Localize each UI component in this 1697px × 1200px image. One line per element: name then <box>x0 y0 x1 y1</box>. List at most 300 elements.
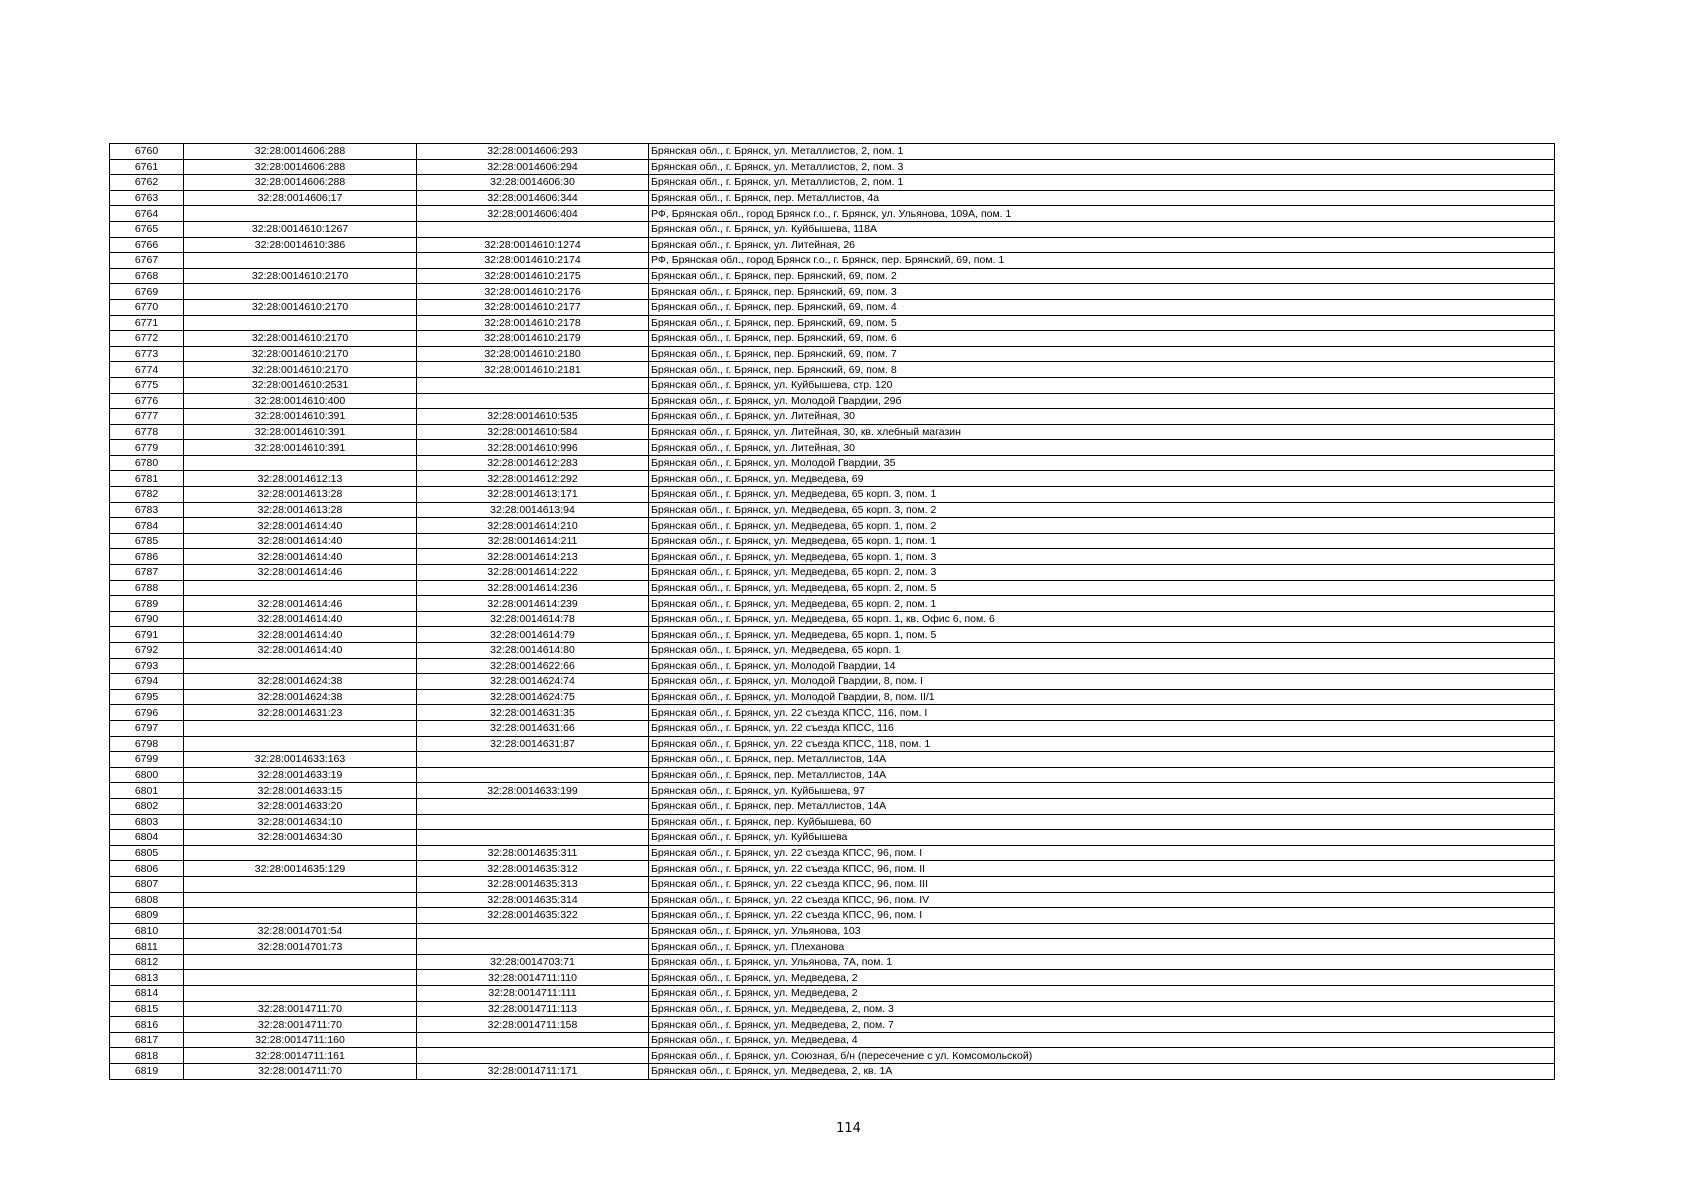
parent-cadastral-number-cell: 32:28:0014701:73 <box>184 939 417 955</box>
address-cell: Брянская обл., г. Брянск, ул. Медведева, 65 корп. 1 <box>649 643 1555 659</box>
table-row <box>110 299 1555 315</box>
table-row <box>110 720 1555 736</box>
cadastral-number-cell <box>417 814 649 830</box>
address-cell: Брянская обл., г. Брянск, ул. Медведева, 2, кв. 1А <box>649 1064 1555 1080</box>
parent-cadastral-number-cell: 32:28:0014624:38 <box>184 674 417 690</box>
row-number-cell: 6789 <box>110 596 184 612</box>
address-cell: Брянская обл., г. Брянск, ул. Медведева, 2 <box>649 986 1555 1002</box>
table-row <box>110 798 1555 814</box>
parent-cadastral-number-cell: 32:28:0014610:2170 <box>184 346 417 362</box>
table-row <box>110 159 1555 175</box>
row-number-cell: 6795 <box>110 689 184 705</box>
table-row <box>110 424 1555 440</box>
cadastral-number-cell: 32:28:0014631:35 <box>417 705 649 721</box>
table-row <box>110 346 1555 362</box>
table-row <box>110 908 1555 924</box>
row-number-cell: 6818 <box>110 1048 184 1064</box>
cadastral-number-cell: 32:28:0014610:2179 <box>417 331 649 347</box>
cadastral-number-cell <box>417 377 649 393</box>
row-number-cell: 6761 <box>110 159 184 175</box>
row-number-cell: 6807 <box>110 876 184 892</box>
cadastral-number-cell <box>417 1032 649 1048</box>
parent-cadastral-number-cell: 32:28:0014610:2170 <box>184 331 417 347</box>
table-row <box>110 549 1555 565</box>
address-cell: Брянская обл., г. Брянск, ул. Молодой Гвардии, 14 <box>649 658 1555 674</box>
cadastral-number-cell: 32:28:0014614:210 <box>417 518 649 534</box>
cadastral-number-cell: 32:28:0014635:313 <box>417 876 649 892</box>
address-cell: Брянская обл., г. Брянск, ул. 22 съезда КПСС, 116 <box>649 720 1555 736</box>
address-cell: Брянская обл., г. Брянск, ул. Медведева, 65 корп. 2, пом. 5 <box>649 580 1555 596</box>
table-row <box>110 596 1555 612</box>
cadastral-number-cell: 32:28:0014711:113 <box>417 1001 649 1017</box>
row-number-cell: 6786 <box>110 549 184 565</box>
address-cell: РФ, Брянская обл., город Брянск г.о., г. Брянск, пер. Брянский, 69, пом. 1 <box>649 253 1555 269</box>
row-number-cell: 6760 <box>110 144 184 160</box>
cadastral-number-cell: 32:28:0014614:222 <box>417 565 649 581</box>
address-cell: Брянская обл., г. Брянск, ул. Медведева, 65 корп. 3, пом. 2 <box>649 502 1555 518</box>
row-number-cell: 6809 <box>110 908 184 924</box>
cadastral-number-cell: 32:28:0014610:2181 <box>417 362 649 378</box>
parent-cadastral-number-cell: 32:28:0014610:391 <box>184 440 417 456</box>
parent-cadastral-number-cell: 32:28:0014711:70 <box>184 1064 417 1080</box>
row-number-cell: 6794 <box>110 674 184 690</box>
cadastral-number-cell: 32:28:0014610:996 <box>417 440 649 456</box>
cadastral-objects-table <box>109 143 1555 1080</box>
cadastral-number-cell <box>417 767 649 783</box>
parent-cadastral-number-cell: 32:28:0014614:40 <box>184 533 417 549</box>
cadastral-number-cell: 32:28:0014610:2177 <box>417 299 649 315</box>
row-number-cell: 6788 <box>110 580 184 596</box>
address-cell: Брянская обл., г. Брянск, ул. Медведева, 2, пом. 3 <box>649 1001 1555 1017</box>
cadastral-number-cell: 32:28:0014612:292 <box>417 471 649 487</box>
cadastral-number-cell: 32:28:0014624:74 <box>417 674 649 690</box>
parent-cadastral-number-cell: 32:28:0014614:40 <box>184 611 417 627</box>
table-row <box>110 206 1555 222</box>
row-number-cell: 6792 <box>110 643 184 659</box>
row-number-cell: 6781 <box>110 471 184 487</box>
table-row <box>110 861 1555 877</box>
table-row <box>110 627 1555 643</box>
row-number-cell: 6800 <box>110 767 184 783</box>
address-cell: Брянская обл., г. Брянск, пер. Брянский, 69, пом. 4 <box>649 299 1555 315</box>
parent-cadastral-number-cell: 32:28:0014634:30 <box>184 830 417 846</box>
address-cell: Брянская обл., г. Брянск, ул. Металлистов, 2, пом. 1 <box>649 144 1555 160</box>
row-number-cell: 6784 <box>110 518 184 534</box>
cadastral-number-cell: 32:28:0014606:404 <box>417 206 649 222</box>
row-number-cell: 6787 <box>110 565 184 581</box>
cadastral-number-cell <box>417 798 649 814</box>
table-row <box>110 845 1555 861</box>
table-row <box>110 1017 1555 1033</box>
cadastral-number-cell: 32:28:0014610:2176 <box>417 284 649 300</box>
cadastral-number-cell: 32:28:0014635:322 <box>417 908 649 924</box>
address-cell: Брянская обл., г. Брянск, ул. Металлистов, 2, пом. 1 <box>649 175 1555 191</box>
cadastral-number-cell: 32:28:0014614:236 <box>417 580 649 596</box>
row-number-cell: 6798 <box>110 736 184 752</box>
address-cell: Брянская обл., г. Брянск, пер. Брянский, 69, пом. 3 <box>649 284 1555 300</box>
parent-cadastral-number-cell <box>184 253 417 269</box>
address-cell: Брянская обл., г. Брянск, ул. 22 съезда КПСС, 96, пом. III <box>649 876 1555 892</box>
table-row <box>110 284 1555 300</box>
address-cell: Брянская обл., г. Брянск, ул. Ульянова, 103 <box>649 923 1555 939</box>
table-row <box>110 315 1555 331</box>
address-cell: Брянская обл., г. Брянск, пер. Брянский, 69, пом. 7 <box>649 346 1555 362</box>
parent-cadastral-number-cell: 32:28:0014614:46 <box>184 565 417 581</box>
cadastral-number-cell: 32:28:0014635:311 <box>417 845 649 861</box>
parent-cadastral-number-cell <box>184 720 417 736</box>
table-row <box>110 440 1555 456</box>
parent-cadastral-number-cell: 32:28:0014610:2170 <box>184 299 417 315</box>
table-row <box>110 674 1555 690</box>
table-row <box>110 471 1555 487</box>
address-cell: Брянская обл., г. Брянск, ул. 22 съезда КПСС, 96, пом. I <box>649 908 1555 924</box>
row-number-cell: 6770 <box>110 299 184 315</box>
parent-cadastral-number-cell: 32:28:0014606:17 <box>184 190 417 206</box>
cadastral-number-cell: 32:28:0014633:199 <box>417 783 649 799</box>
cadastral-number-cell: 32:28:0014631:66 <box>417 720 649 736</box>
parent-cadastral-number-cell: 32:28:0014612:13 <box>184 471 417 487</box>
cadastral-number-cell: 32:28:0014711:158 <box>417 1017 649 1033</box>
cadastral-number-cell: 32:28:0014614:80 <box>417 643 649 659</box>
address-cell: Брянская обл., г. Брянск, ул. Литейная, 26 <box>649 237 1555 253</box>
table-row <box>110 954 1555 970</box>
address-cell: Брянская обл., г. Брянск, ул. Металлистов, 2, пом. 3 <box>649 159 1555 175</box>
row-number-cell: 6803 <box>110 814 184 830</box>
address-cell: Брянская обл., г. Брянск, ул. Куйбышева <box>649 830 1555 846</box>
address-cell: Брянская обл., г. Брянск, ул. Медведева, 65 корп. 1, пом. 5 <box>649 627 1555 643</box>
address-cell: Брянская обл., г. Брянск, ул. Куйбышева, стр. 120 <box>649 377 1555 393</box>
parent-cadastral-number-cell: 32:28:0014610:391 <box>184 409 417 425</box>
table-row <box>110 767 1555 783</box>
table-row <box>110 580 1555 596</box>
row-number-cell: 6778 <box>110 424 184 440</box>
row-number-cell: 6816 <box>110 1017 184 1033</box>
parent-cadastral-number-cell: 32:28:0014711:161 <box>184 1048 417 1064</box>
row-number-cell: 6763 <box>110 190 184 206</box>
row-number-cell: 6777 <box>110 409 184 425</box>
address-cell: Брянская обл., г. Брянск, ул. Ульянова, 7А, пом. 1 <box>649 954 1555 970</box>
address-cell: Брянская обл., г. Брянск, ул. Медведева, 65 корп. 2, пом. 3 <box>649 565 1555 581</box>
cadastral-number-cell <box>417 393 649 409</box>
cadastral-number-cell: 32:28:0014610:2178 <box>417 315 649 331</box>
parent-cadastral-number-cell: 32:28:0014711:160 <box>184 1032 417 1048</box>
table-row <box>110 643 1555 659</box>
parent-cadastral-number-cell: 32:28:0014613:28 <box>184 502 417 518</box>
table-row <box>110 970 1555 986</box>
row-number-cell: 6812 <box>110 954 184 970</box>
table-row <box>110 814 1555 830</box>
parent-cadastral-number-cell: 32:28:0014633:15 <box>184 783 417 799</box>
address-cell: Брянская обл., г. Брянск, ул. 22 съезда КПСС, 116, пом. I <box>649 705 1555 721</box>
table-row <box>110 658 1555 674</box>
address-cell: Брянская обл., г. Брянск, ул. Медведева, 2, пом. 7 <box>649 1017 1555 1033</box>
table-row <box>110 331 1555 347</box>
row-number-cell: 6817 <box>110 1032 184 1048</box>
parent-cadastral-number-cell <box>184 736 417 752</box>
parent-cadastral-number-cell <box>184 206 417 222</box>
cadastral-number-cell: 32:28:0014711:110 <box>417 970 649 986</box>
row-number-cell: 6801 <box>110 783 184 799</box>
parent-cadastral-number-cell: 32:28:0014606:288 <box>184 144 417 160</box>
row-number-cell: 6783 <box>110 502 184 518</box>
parent-cadastral-number-cell <box>184 876 417 892</box>
row-number-cell: 6785 <box>110 533 184 549</box>
address-cell: Брянская обл., г. Брянск, ул. Куйбышева, 118А <box>649 221 1555 237</box>
cadastral-number-cell: 32:28:0014612:283 <box>417 455 649 471</box>
table-row <box>110 362 1555 378</box>
table-row <box>110 393 1555 409</box>
table-row <box>110 565 1555 581</box>
parent-cadastral-number-cell <box>184 970 417 986</box>
row-number-cell: 6766 <box>110 237 184 253</box>
table-row <box>110 518 1555 534</box>
parent-cadastral-number-cell: 32:28:0014614:40 <box>184 643 417 659</box>
parent-cadastral-number-cell: 32:28:0014610:2170 <box>184 362 417 378</box>
row-number-cell: 6775 <box>110 377 184 393</box>
parent-cadastral-number-cell: 32:28:0014711:70 <box>184 1001 417 1017</box>
row-number-cell: 6808 <box>110 892 184 908</box>
parent-cadastral-number-cell <box>184 845 417 861</box>
address-cell: Брянская обл., г. Брянск, ул. Куйбышева, 97 <box>649 783 1555 799</box>
row-number-cell: 6768 <box>110 268 184 284</box>
address-cell: Брянская обл., г. Брянск, ул. Медведева, 65 корп. 1, пом. 2 <box>649 518 1555 534</box>
address-cell: Брянская обл., г. Брянск, ул. Медведева, 65 корп. 2, пом. 1 <box>649 596 1555 612</box>
address-cell: Брянская обл., г. Брянск, ул. Медведева, 65 корп. 1, пом. 1 <box>649 533 1555 549</box>
table-row <box>110 1048 1555 1064</box>
address-cell: Брянская обл., г. Брянск, ул. 22 съезда КПСС, 96, пом. II <box>649 861 1555 877</box>
row-number-cell: 6806 <box>110 861 184 877</box>
table-row <box>110 752 1555 768</box>
address-cell: Брянская обл., г. Брянск, ул. Медведева, 69 <box>649 471 1555 487</box>
address-cell: Брянская обл., г. Брянск, ул. Молодой Гвардии, 8, пом. II/1 <box>649 689 1555 705</box>
parent-cadastral-number-cell <box>184 986 417 1002</box>
table-row <box>110 144 1555 160</box>
address-cell: Брянская обл., г. Брянск, пер. Металлистов, 14А <box>649 798 1555 814</box>
parent-cadastral-number-cell <box>184 892 417 908</box>
address-cell: Брянская обл., г. Брянск, ул. Молодой Гвардии, 29б <box>649 393 1555 409</box>
row-number-cell: 6772 <box>110 331 184 347</box>
address-cell: Брянская обл., г. Брянск, ул. Медведева, 65 корп. 1, кв. Офис 6, пом. 6 <box>649 611 1555 627</box>
cadastral-number-cell: 32:28:0014703:71 <box>417 954 649 970</box>
cadastral-number-cell <box>417 830 649 846</box>
parent-cadastral-number-cell: 32:28:0014631:23 <box>184 705 417 721</box>
parent-cadastral-number-cell: 32:28:0014610:386 <box>184 237 417 253</box>
cadastral-number-cell: 32:28:0014606:30 <box>417 175 649 191</box>
row-number-cell: 6802 <box>110 798 184 814</box>
table-row <box>110 876 1555 892</box>
table-body <box>110 144 1555 1080</box>
cadastral-number-cell: 32:28:0014614:79 <box>417 627 649 643</box>
parent-cadastral-number-cell: 32:28:0014711:70 <box>184 1017 417 1033</box>
table-row <box>110 455 1555 471</box>
table-row <box>110 689 1555 705</box>
row-number-cell: 6813 <box>110 970 184 986</box>
address-cell: Брянская обл., г. Брянск, ул. 22 съезда КПСС, 96, пом. I <box>649 845 1555 861</box>
cadastral-number-cell: 32:28:0014614:78 <box>417 611 649 627</box>
table-row <box>110 409 1555 425</box>
row-number-cell: 6815 <box>110 1001 184 1017</box>
parent-cadastral-number-cell <box>184 284 417 300</box>
cadastral-number-cell <box>417 1048 649 1064</box>
row-number-cell: 6774 <box>110 362 184 378</box>
cadastral-number-cell: 32:28:0014610:535 <box>417 409 649 425</box>
cadastral-number-cell: 32:28:0014614:239 <box>417 596 649 612</box>
table-row <box>110 253 1555 269</box>
row-number-cell: 6797 <box>110 720 184 736</box>
cadastral-number-cell: 32:28:0014610:584 <box>417 424 649 440</box>
cadastral-number-cell: 32:28:0014613:94 <box>417 502 649 518</box>
row-number-cell: 6811 <box>110 939 184 955</box>
table-row <box>110 221 1555 237</box>
parent-cadastral-number-cell: 32:28:0014614:40 <box>184 549 417 565</box>
parent-cadastral-number-cell: 32:28:0014614:46 <box>184 596 417 612</box>
parent-cadastral-number-cell: 32:28:0014624:38 <box>184 689 417 705</box>
cadastral-number-cell: 32:28:0014610:2174 <box>417 253 649 269</box>
parent-cadastral-number-cell <box>184 954 417 970</box>
cadastral-number-cell: 32:28:0014610:1274 <box>417 237 649 253</box>
cadastral-number-cell: 32:28:0014635:312 <box>417 861 649 877</box>
address-cell: Брянская обл., г. Брянск, ул. Союзная, б/н (пересечение с ул. Комсомольской) <box>649 1048 1555 1064</box>
row-number-cell: 6790 <box>110 611 184 627</box>
address-cell: Брянская обл., г. Брянск, пер. Куйбышева, 60 <box>649 814 1555 830</box>
table-row <box>110 190 1555 206</box>
parent-cadastral-number-cell <box>184 580 417 596</box>
address-cell: Брянская обл., г. Брянск, пер. Брянский, 69, пом. 8 <box>649 362 1555 378</box>
cadastral-number-cell <box>417 221 649 237</box>
address-cell: Брянская обл., г. Брянск, ул. Литейная, 30 <box>649 440 1555 456</box>
row-number-cell: 6793 <box>110 658 184 674</box>
table-row <box>110 377 1555 393</box>
address-cell: РФ, Брянская обл., город Брянск г.о., г. Брянск, ул. Ульянова, 109А, пом. 1 <box>649 206 1555 222</box>
address-cell: Брянская обл., г. Брянск, ул. Плеханова <box>649 939 1555 955</box>
row-number-cell: 6799 <box>110 752 184 768</box>
address-cell: Брянская обл., г. Брянск, ул. Молодой Гвардии, 35 <box>649 455 1555 471</box>
row-number-cell: 6804 <box>110 830 184 846</box>
address-cell: Брянская обл., г. Брянск, ул. Литейная, 30 <box>649 409 1555 425</box>
address-cell: Брянская обл., г. Брянск, пер. Металлистов, 14А <box>649 767 1555 783</box>
address-cell: Брянская обл., г. Брянск, пер. Металлистов, 14А <box>649 752 1555 768</box>
cadastral-number-cell: 32:28:0014610:2180 <box>417 346 649 362</box>
table-row <box>110 1032 1555 1048</box>
address-cell: Брянская обл., г. Брянск, пер. Брянский, 69, пом. 5 <box>649 315 1555 331</box>
parent-cadastral-number-cell: 32:28:0014614:40 <box>184 518 417 534</box>
parent-cadastral-number-cell: 32:28:0014610:2170 <box>184 268 417 284</box>
parent-cadastral-number-cell: 32:28:0014606:288 <box>184 159 417 175</box>
parent-cadastral-number-cell: 32:28:0014633:163 <box>184 752 417 768</box>
row-number-cell: 6805 <box>110 845 184 861</box>
parent-cadastral-number-cell: 32:28:0014701:54 <box>184 923 417 939</box>
row-number-cell: 6791 <box>110 627 184 643</box>
cadastral-number-cell: 32:28:0014613:171 <box>417 487 649 503</box>
cadastral-number-cell <box>417 923 649 939</box>
row-number-cell: 6780 <box>110 455 184 471</box>
parent-cadastral-number-cell: 32:28:0014613:28 <box>184 487 417 503</box>
parent-cadastral-number-cell: 32:28:0014610:1267 <box>184 221 417 237</box>
row-number-cell: 6764 <box>110 206 184 222</box>
parent-cadastral-number-cell <box>184 455 417 471</box>
cadastral-number-cell: 32:28:0014606:293 <box>417 144 649 160</box>
cadastral-number-cell: 32:28:0014606:344 <box>417 190 649 206</box>
table-row <box>110 705 1555 721</box>
parent-cadastral-number-cell <box>184 658 417 674</box>
table-row <box>110 533 1555 549</box>
address-cell: Брянская обл., г. Брянск, ул. Литейная, 30, кв. хлебный магазин <box>649 424 1555 440</box>
address-cell: Брянская обл., г. Брянск, пер. Металлистов, 4а <box>649 190 1555 206</box>
parent-cadastral-number-cell <box>184 315 417 331</box>
address-cell: Брянская обл., г. Брянск, ул. 22 съезда КПСС, 118, пом. 1 <box>649 736 1555 752</box>
row-number-cell: 6814 <box>110 986 184 1002</box>
table-row <box>110 783 1555 799</box>
table-row <box>110 611 1555 627</box>
parent-cadastral-number-cell: 32:28:0014610:400 <box>184 393 417 409</box>
parent-cadastral-number-cell: 32:28:0014635:129 <box>184 861 417 877</box>
table-row <box>110 268 1555 284</box>
address-cell: Брянская обл., г. Брянск, ул. Молодой Гвардии, 8, пом. I <box>649 674 1555 690</box>
row-number-cell: 6769 <box>110 284 184 300</box>
address-cell: Брянская обл., г. Брянск, ул. 22 съезда КПСС, 96, пом. IV <box>649 892 1555 908</box>
row-number-cell: 6796 <box>110 705 184 721</box>
parent-cadastral-number-cell <box>184 908 417 924</box>
row-number-cell: 6810 <box>110 923 184 939</box>
row-number-cell: 6773 <box>110 346 184 362</box>
table-row <box>110 1064 1555 1080</box>
parent-cadastral-number-cell: 32:28:0014633:19 <box>184 767 417 783</box>
row-number-cell: 6767 <box>110 253 184 269</box>
parent-cadastral-number-cell: 32:28:0014634:10 <box>184 814 417 830</box>
parent-cadastral-number-cell: 32:28:0014610:391 <box>184 424 417 440</box>
cadastral-number-cell <box>417 939 649 955</box>
table-row <box>110 502 1555 518</box>
table-row <box>110 830 1555 846</box>
address-cell: Брянская обл., г. Брянск, ул. Медведева, 4 <box>649 1032 1555 1048</box>
cadastral-number-cell: 32:28:0014711:171 <box>417 1064 649 1080</box>
cadastral-number-cell: 32:28:0014622:66 <box>417 658 649 674</box>
row-number-cell: 6762 <box>110 175 184 191</box>
address-cell: Брянская обл., г. Брянск, пер. Брянский, 69, пом. 2 <box>649 268 1555 284</box>
table-row <box>110 923 1555 939</box>
row-number-cell: 6765 <box>110 221 184 237</box>
parent-cadastral-number-cell: 32:28:0014633:20 <box>184 798 417 814</box>
table-row <box>110 892 1555 908</box>
address-cell: Брянская обл., г. Брянск, пер. Брянский, 69, пом. 6 <box>649 331 1555 347</box>
cadastral-number-cell: 32:28:0014631:87 <box>417 736 649 752</box>
table-row <box>110 175 1555 191</box>
row-number-cell: 6782 <box>110 487 184 503</box>
row-number-cell: 6776 <box>110 393 184 409</box>
cadastral-number-cell: 32:28:0014624:75 <box>417 689 649 705</box>
cadastral-number-cell: 32:28:0014614:213 <box>417 549 649 565</box>
table-row <box>110 237 1555 253</box>
table-row <box>110 986 1555 1002</box>
cadastral-number-cell: 32:28:0014711:111 <box>417 986 649 1002</box>
row-number-cell: 6771 <box>110 315 184 331</box>
cadastral-number-cell: 32:28:0014635:314 <box>417 892 649 908</box>
row-number-cell: 6819 <box>110 1064 184 1080</box>
cadastral-number-cell: 32:28:0014610:2175 <box>417 268 649 284</box>
address-cell: Брянская обл., г. Брянск, ул. Медведева, 65 корп. 3, пом. 1 <box>649 487 1555 503</box>
parent-cadastral-number-cell: 32:28:0014606:288 <box>184 175 417 191</box>
parent-cadastral-number-cell: 32:28:0014614:40 <box>184 627 417 643</box>
address-cell: Брянская обл., г. Брянск, ул. Медведева, 65 корп. 1, пом. 3 <box>649 549 1555 565</box>
table-row <box>110 487 1555 503</box>
table-row <box>110 736 1555 752</box>
address-cell: Брянская обл., г. Брянск, ул. Медведева, 2 <box>649 970 1555 986</box>
table-row <box>110 939 1555 955</box>
row-number-cell: 6779 <box>110 440 184 456</box>
parent-cadastral-number-cell: 32:28:0014610:2531 <box>184 377 417 393</box>
cadastral-number-cell: 32:28:0014614:211 <box>417 533 649 549</box>
table-row <box>110 1001 1555 1017</box>
